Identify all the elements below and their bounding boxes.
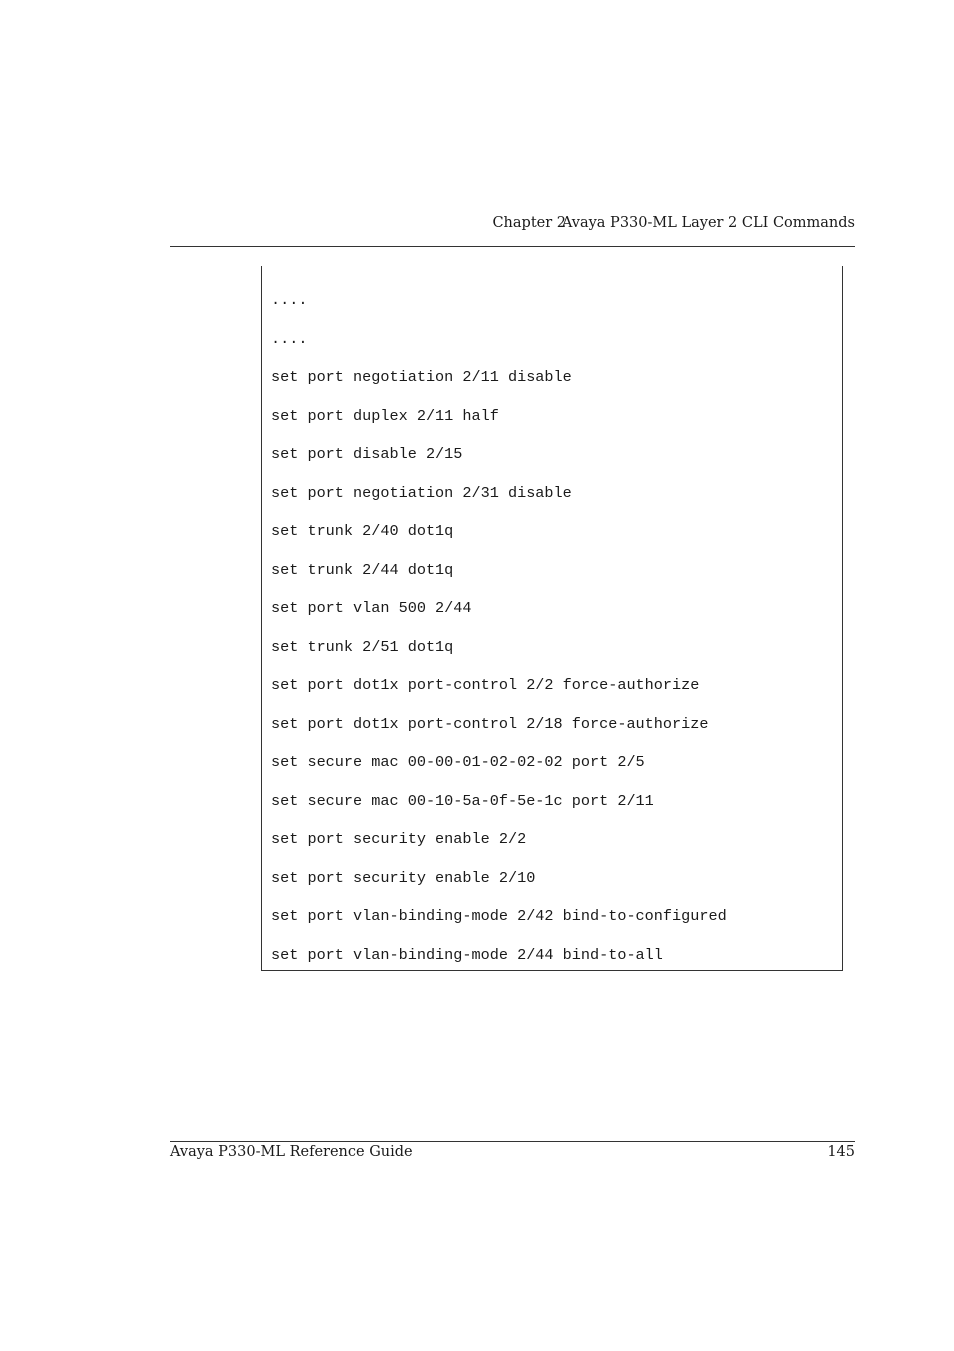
code-line: set trunk 2/51 dot1q: [271, 637, 454, 656]
cli-code-example: [261, 266, 843, 971]
code-line: set port vlan 500 2/44: [271, 599, 472, 617]
code-line: set port negotiation 2/11 disable: [271, 368, 572, 386]
chapter-title: Avaya P330-ML Layer 2 CLI Commands: [561, 215, 855, 231]
header-divider: [170, 246, 855, 247]
footer-divider: [170, 1141, 855, 1142]
code-line: set trunk 2/44 dot1q: [271, 560, 454, 579]
code-line: set port disable 2/15: [271, 445, 463, 463]
page-header: [170, 215, 855, 235]
code-lines: [271, 290, 727, 983]
page-number: 145: [827, 1144, 855, 1160]
code-line: ....: [271, 291, 308, 309]
code-line: set port vlan-binding-mode 2/42 bind-to-configured: [271, 907, 727, 925]
code-line: set port negotiation 2/31 disable: [271, 483, 572, 502]
footer-guide-title: Avaya P330-ML Reference Guide: [170, 1144, 413, 1160]
code-line: set port duplex 2/11 half: [271, 406, 499, 425]
code-line: set port vlan-binding-mode 2/44 bind-to-all: [271, 945, 663, 964]
code-line: set port dot1x port-control 2/2 force-authorize: [271, 676, 700, 694]
chapter-label: Chapter 2: [492, 215, 566, 231]
code-line: set secure mac 00-10-5a-0f-5e-1c port 2/11: [271, 791, 654, 810]
code-line: set secure mac 00-00-01-02-02-02 port 2/5: [271, 753, 645, 771]
code-line: ....: [271, 329, 308, 348]
code-line: set port dot1x port-control 2/18 force-authorize: [271, 714, 709, 733]
code-line: set trunk 2/40 dot1q: [271, 522, 454, 540]
code-line: set port security enable 2/2: [271, 830, 527, 848]
code-line: set port security enable 2/10: [271, 868, 536, 887]
